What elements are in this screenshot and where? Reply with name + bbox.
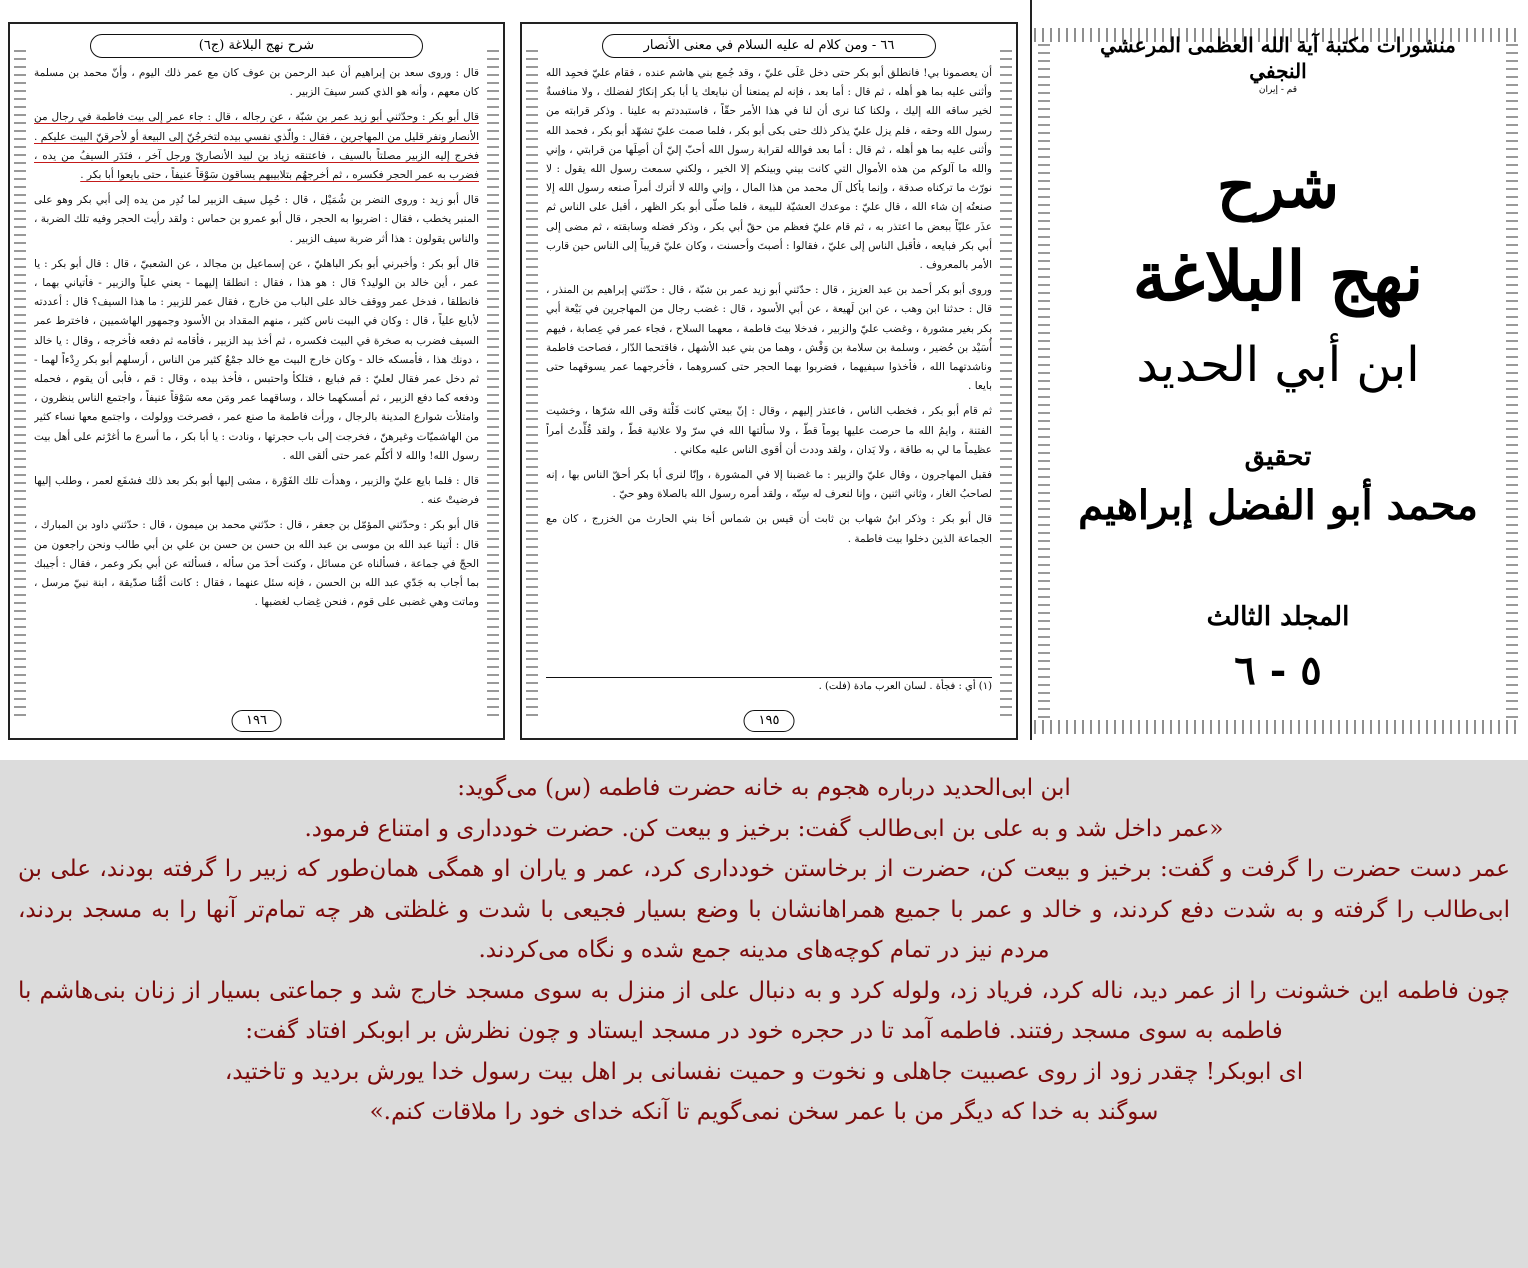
cover-editor: محمد أبو الفضل إبراهيم: [1078, 482, 1478, 529]
border-ornament: [487, 46, 499, 716]
paragraph: قال : فلما بايع عليّ والزبير ، وهدأت تلك الفَوْرة ، مشى إليها أبو بكر بعد ذلك فشفَع لعمر ، وطلب إليها فرضيتْ عنه .: [34, 475, 479, 507]
paragraph: وروى أبو بكر أحمد بن عبد العزيز ، قال : حدّثني أبو زيد عمر بن شبّة ، قال : حدّثني إبراهيم بن المنذر ، قال : حدثنا ابن وهب ، عن ابن لَهيعة ، عن أبي الأسود ، قال : غضب رجال من المهاجرين في بَيْعة أبي بكر بغير مشورة ، وغضب عليّ والزبير ، فدخلا بيتَ فاطمة ، معهما السلاح ، فجاء عمر في عِصابة ، فيهم أُسَيْد بن حُضير ، وسلمة بن سلامة بن وَقْش ، وهما من بني عبد الأشهل ، فاقتحما الدّار ، فصاحت فاطمة وناشدتهما الله ، فأخذوا سيفيهما ، فضربوا بهما الحجر حتى كسروهما ، فأخرجهما عمر يسوقهما حتى بايعا .: [546, 284, 992, 393]
cover-author: ابن أبي الحديد: [1136, 337, 1420, 393]
paragraph: قال : وروى سعد بن إبراهيم أن عبد الرحمن بن عوف كان مع عمر ذلك اليوم ، وأنّ محمد بن مسلمة كان معهم ، وأنه هو الذي كسر سيفَ الزبير .: [34, 67, 479, 99]
paragraph: ثم قام أبو بكر ، فخطب الناس ، فاعتذر إليهم ، وقال : إنّ بيعتي كانت فَلْتة وقى الله شرّها ، وخشيت الفتنة ، وايمُ الله ما حرصت عليها يوماً قطّ ، ولا سألتها الله في سرّ ولا علانية قطّ ، ولقد قُلِّدتُ أمراً عظيماً ما لي به طاقة ، ولا يَدان ، ولقد وددت أن أقوى الناس عليه مكاني .: [546, 405, 992, 456]
book-page-195: [520, 22, 1018, 740]
persian-caption-panel: [0, 760, 1528, 1268]
cover-tahqiq-label: تحقيق: [1244, 442, 1312, 472]
publisher-place: قم - إيران: [1258, 85, 1298, 95]
paragraph: فقبل المهاجرون ، وقال عليّ والزبير : ما غضبنا إلا في المشورة ، وإنّا لنرى أبا بكر أحقّ الناس بها ، إنه لصاحبُ الغار ، وثاني اثنين ، وإنا لنعرف له سِنّه ، ولقد أمره رسول الله بالصلاة وهو حيّ .: [546, 469, 992, 501]
paragraph: قال أبو زيد : وروى النضر بن شُمَيْل ، قال : حُمِل سيف الزبير لما نُدِر من يده إلى أبي بكر وهو على المنبر يخطب ، فقال : اضربوا به الحجر ، قال أبو عمرو بن حماس : ولقد رأيت الحجر وفيه تلك الضربة ، والناس يقولون : هذا أثر ضربة سيف الزبير .: [34, 194, 479, 245]
paragraph-underlined: قال أبو بكر : وحدّثني أبو زيد عمر بن شبّة ، عن رجاله ، قال : جاء عمر إلى بيت فاطمة في رجال من الأنصار ونفر قليل من المهاجرين ، فقال : والّذي نفسي بيده لتخرجُنّ إلى البيعة أو لأحرقنّ البيت عليكم . فخرج إليه الزبير مصلتاً بالسيف ، فاعتنقه زياد بن لبيد الأنصاريّ ورجل آخر ، فنَدَر السيفُ من يده ، فضرب به عمر الحجر فكسره ، ثم أخرجهُم بتلابيبهم يساقون سَوْقاً عنيفاً ، حتى بايعوا أبا بكر .: [34, 111, 479, 182]
footnote: (١) أي : فجأة . لسان العرب مادة (فلت) .: [546, 677, 992, 692]
publisher-logo: [1074, 32, 1482, 96]
publisher-name: منشورات مكتبة آية الله العظمى المرعشي النجفي: [1100, 33, 1456, 83]
page-header: ٦٦ - ومن كلام له عليه السلام في معنى الأنصار: [602, 34, 936, 58]
page-body-text: [546, 64, 992, 666]
caption-line: سوگند به خدا که دیگر من با عمر سخن نمی‌گویم تا آنکه خدای خود را ملاقات کنم.»: [369, 1099, 1159, 1125]
cover-title-line1: شرح: [1216, 152, 1340, 222]
cover-title-line2: نهج البلاغة: [1132, 237, 1424, 317]
caption-line: چون فاطمه این خشونت را از عمر دید، ناله کرد، فریاد زد، ولوله کرد و به دنبال علی از منزل به سوی مسجد خارج شد و جماعتی بسیار از زنان بنی‌هاشم با فاطمه به سوی مسجد رفتند. فاطمه آمد تا در حجره خود در مسجد ایستاد و چون نظرش بر ابوبکر افتاد گفت:: [18, 977, 1510, 1044]
paragraph: قال أبو بكر : وحدّثني المؤمّل بن جعفر ، قال : حدّثني محمد بن ميمون ، قال : حدّثني داود بن المبارك ، قال : أتينا عبد الله بن موسى بن عبد الله بن حسن بن حسن بن علي بن أبي طالب ونحن راجعون من الحجّ في جماعة ، فسألناه عن مسائل ، وكنت أحدَ من سأله ، فسألته عن أبي بكر وعمر ، فقال : أجيبك بما أجاب به جَدّي عبد الله بن الحسن ، فإنه سئل عنهما ، فقال : كانت أمُّنا صدّيقة ، ابنة نبيّ مرسل ، وماتت وهي غضبى على قوم ، فنحن غِضاب لغضبها .: [34, 519, 479, 609]
page-number: ١٩٥: [744, 710, 795, 732]
book-cover: [1034, 22, 1522, 740]
caption-line: عمر دست حضرت را گرفت و گفت: برخیز و بیعت کن، حضرت از برخاستن خودداری کرد، عمر و یاران او همگی همان‌طور که زبیر را گرفته بودند، علی بن ابی‌طالب را گرفته و به شدت دفع کردند، و خالد و عمر با جمیع همراهانشان با وضع بسیار فجیعی با شدت و غلظتی هر چه تمام‌تر آنها را به مسجد بردند، مردم نیز در تمام کوچه‌های مدینه جمع شده و نگاه می‌کردند.: [18, 856, 1510, 963]
book-page-196: [8, 22, 505, 740]
caption-text: [18, 768, 1510, 1133]
border-ornament: [526, 46, 538, 716]
page-divider: [1030, 0, 1032, 740]
border-ornament: [1000, 46, 1012, 716]
page-header: شرح نهج البلاغة (ج٦): [90, 34, 423, 58]
border-ornament: [1034, 720, 1522, 734]
caption-line: «عمر داخل شد و به علی بن ابی‌طالب گفت: برخیز و بیعت کن. حضرت خودداری و امتناع فرمود.: [304, 815, 1224, 842]
border-ornament: [14, 46, 26, 716]
paragraph: قال أبو بكر : وذكر ابنُ شهاب بن ثابت أن قيس بن شماس أخا بني الحارث من الخزرج ، كان مع الجماعة الذين دخلوا بيت فاطمة .: [546, 513, 992, 545]
caption-line: ابن ابی‌الحدید درباره هجوم به خانه حضرت فاطمه (س) می‌گوید:: [457, 775, 1071, 801]
caption-line: ای ابوبکر! چقدر زود از روی عصبیت جاهلی و نخوت و حمیت نفسانی بر اهل بیت رسول خدا یورش بردید و تاختید،: [224, 1058, 1304, 1085]
cover-volume-range: ٥ - ٦: [1234, 647, 1322, 694]
paragraph: أن يعصمونا بي! فانطلق أبو بكر حتى دخل عَلَى عليّ ، وقد جُمع بني هاشم عنده ، فقام عليّ فحمِد الله وأثنى عليه بما هو أهله ، ثم قال : أما بعد ، فإنه لم يمنعنا أن نبايعك يا أبا بكر إنكارٌ لفضلك ، ولا منافسةٌ لخير ساقه الله إليك ، ولكنا كنا نرى أن لنا في هذا الأمر حقّاً ، فاستبددتم به علينا . وذكر قرابته من رسول الله وحقه ، فلم يزل عليّ يذكر ذلك حتى بكى أبو بكر ، فلما صمت عليّ تشهّد أبو بكر ، فحمد الله وأثنى عليه بما هو أهله ، ثم قال : أما بعد فوالله لقرابة رسول الله أحبّ إليّ أن أصِلَها من قرابتي ، وإني والله ما آلوكم من هذه الأموال التي كانت بيني وبينكم إلا الخير ، ولكني سمعت رسول الله يقول : لا نورّث ما تركناه صدقة ، وإنما يأكل آل محمد من هذا المال ، وإني والله لا أترك أمراً صنعه رسول الله إلا صنعتُه إن شاء الله ، قال عليّ : موعدك العشيّة للبيعة ، فلما صلّى أبو بكر الظهر ، أقبل على الناس ثم عذَر عليّاً ببعض ما اعتذر به ، ثم قام عليّ فعظم من حقّ أبي بكر ، وذكر فضله وسابقته ، ثم مضى إلى أبي بكر فبايعه ، فأقبل الناس إلى عليّ ، فقالوا : أصبتَ وأحسنت ، وكان عليّ قريباً إلى الناس حين قارب الأمر بالمعروف .: [546, 67, 992, 272]
page-body-text: [34, 64, 479, 688]
page-number: ١٩٦: [231, 710, 282, 732]
paragraph: قال أبو بكر : وأخبرني أبو بكر الباهليّ ، عن إسماعيل بن مجالد ، عن الشعبيّ ، قال : قال أبو بكر : يا عمر ، أين خالد بن الوليد؟ قال : هو هذا ، فقال : انطلقا إليهما - يعني علياً والزبير - فأتياني بهما ، فانطلقا ، فدخل عمر ووقف خالد على الباب من خارج ، فقال عمر للزبير : ما هذا السيف؟ قال : أعددته لأبايع علياً ، قال : وكان في البيت ناس كثير ، منهم المقداد بن الأسود وجمهور الهاشميين ، فاخترط عمر السيف فضرب به صخرة في البيت فكسره ، ثم أخذ بيد الزبير ، فأقامه ثم دفعه فأخرجه ، وقال : يا خالد ، دونك هذا ، فأمسكه خالد - وكان خارج البيت مع خالد جمْعٌ كثير من الناس ، أرسلهم أبو بكر رِدْءاً لهما - ثم دخل عمر فقال لعليّ : قم فبايع ، فتلكأ واحتبس ، فأخذ بيده ، وقال : قم ، فأبى أن يقوم ، فحمله ودفعه كما دفع الزبير ، ثم أمسكهما خالد ، وساقهما عمر ومَن معه سَوْقاً عنيفاً ، واجتمع الناس ينظرون ، وامتلأت شوارع المدينة بالرجال ، ورأت فاطمة ما صنع عمر ، فصرخت وولولت ، واجتمع معها نساء كثير من الهاشميّات وغيرهنّ ، فخرجت إلى باب حجرتها ، ونادت : يا أبا بكر ، ما أسرع ما أغرْتم على أهل بيت رسول الله! والله لا أكلّم عمر حتى ألقى الله .: [34, 257, 479, 462]
cover-volume-label: المجلد الثالث: [1206, 602, 1350, 632]
